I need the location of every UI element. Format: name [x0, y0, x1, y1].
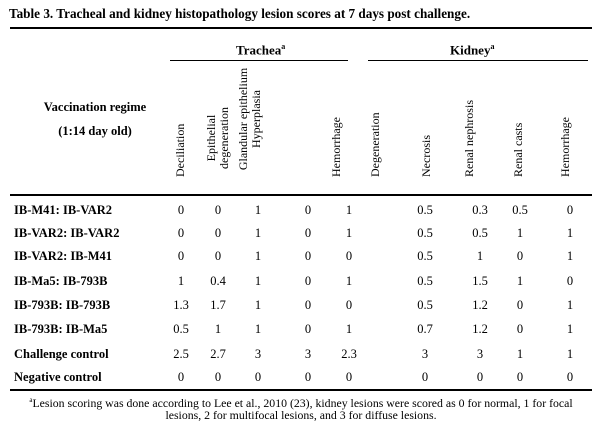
- table-cell: 0: [304, 370, 312, 384]
- table-cell: 0.5: [173, 322, 189, 336]
- table-cell: 0: [177, 370, 185, 384]
- table-cell: 0: [516, 298, 524, 312]
- table-cell: 1: [254, 322, 262, 336]
- table-cell: 0: [304, 298, 312, 312]
- table-cell: 1: [566, 347, 574, 361]
- table-cell: 0: [566, 274, 574, 288]
- table-cell: 1.2: [472, 322, 488, 336]
- table-cell: 0.5: [417, 274, 433, 288]
- table-cell: 1.2: [472, 298, 488, 312]
- table-cell: 3: [476, 347, 484, 361]
- row-label: Challenge control: [14, 347, 109, 361]
- table-cell: 0.5: [417, 203, 433, 217]
- table-cell: 1: [516, 347, 524, 361]
- table-cell: 1: [345, 226, 353, 240]
- table-row: [10, 245, 592, 268]
- table-cell: 0: [566, 203, 574, 217]
- table-cell: 1.5: [472, 274, 488, 288]
- kidney-group-header: [450, 42, 494, 58]
- table-cell: 1: [476, 249, 484, 263]
- kidney-footnote-marker: a: [490, 42, 495, 51]
- table-row: [10, 199, 592, 222]
- table-cell: 1: [566, 249, 574, 263]
- table-cell: 0: [304, 226, 312, 240]
- footnote-line-2: lesions, 2 for multifocal lesions, and 3 for diffuse lesions.: [165, 408, 437, 422]
- table-cell: 1: [214, 322, 222, 336]
- table-cell: 0: [516, 249, 524, 263]
- trachea-footnote-marker: a: [281, 42, 286, 51]
- bottom-rule: [10, 389, 592, 391]
- table-cell: 0.7: [417, 322, 433, 336]
- trachea-group-header: [236, 42, 285, 58]
- table-cell: 0.5: [472, 226, 488, 240]
- trachea-label: Trachea: [236, 42, 282, 58]
- table-cell: 0: [516, 370, 524, 384]
- row-label: Negative control: [14, 370, 102, 384]
- table-row: [10, 343, 592, 366]
- kidney-underline: [368, 60, 588, 61]
- table-cell: 0: [254, 370, 262, 384]
- table-cell: 0.5: [417, 298, 433, 312]
- top-rule: [10, 27, 592, 29]
- header-rule: [10, 194, 592, 196]
- regime-subheader: (1:14 day old): [58, 124, 132, 138]
- table-cell: 0: [566, 370, 574, 384]
- table-cell: 1: [345, 274, 353, 288]
- table-cell: 1: [345, 322, 353, 336]
- table-cell: 1: [566, 322, 574, 336]
- table-cell: 0.4: [210, 274, 226, 288]
- regime-header: Vaccination regime: [43, 100, 147, 114]
- table-cell: 2.5: [173, 347, 189, 361]
- footnote-line-1: Lesion scoring was done according to Lee et al., 2010 (23), kidney lesions were scored as 0 for normal, 1 for focal: [32, 395, 573, 410]
- table-cell: 2.7: [210, 347, 226, 361]
- table-cell: 0: [304, 249, 312, 263]
- table-cell: 0.5: [512, 203, 528, 217]
- table-cell: 0: [214, 370, 222, 384]
- table-cell: 3: [254, 347, 262, 361]
- row-label: IB-VAR2: IB-VAR2: [14, 226, 120, 240]
- table-cell: 1: [516, 274, 524, 288]
- table-cell: 3: [304, 347, 312, 361]
- table-cell: 2.3: [341, 347, 357, 361]
- table-row: [10, 294, 592, 317]
- table-title: Table 3. Tracheal and kidney histopathology lesion scores at 7 days post challenge.: [9, 6, 471, 21]
- table-cell: 0: [214, 226, 222, 240]
- table-cell: 1.7: [210, 298, 226, 312]
- table-row: [10, 222, 592, 245]
- table-row: [10, 270, 592, 293]
- row-label: IB-793B: IB-793B: [14, 298, 111, 312]
- table-cell: 1: [566, 226, 574, 240]
- table-cell: 0: [304, 274, 312, 288]
- row-label: IB-793B: IB-Ma5: [14, 322, 108, 336]
- table-cell: 0: [304, 203, 312, 217]
- table-cell: 0: [214, 249, 222, 263]
- table-cell: 0: [177, 226, 185, 240]
- table-cell: 0: [345, 249, 353, 263]
- table-cell: 0: [177, 203, 185, 217]
- table-row: [10, 318, 592, 341]
- table-cell: 0: [421, 370, 429, 384]
- table-cell: 1: [254, 249, 262, 263]
- table-cell: 1: [254, 226, 262, 240]
- table-cell: 0: [214, 203, 222, 217]
- table-row: [10, 366, 592, 389]
- table-cell: 0.5: [417, 249, 433, 263]
- table-cell: 1: [177, 274, 185, 288]
- table-cell: 1: [254, 298, 262, 312]
- table-cell: 1: [516, 226, 524, 240]
- row-label: IB-VAR2: IB-M41: [14, 249, 113, 263]
- row-label: IB-M41: IB-VAR2: [14, 203, 113, 217]
- footnote-marker: a: [29, 396, 33, 404]
- table-cell: 1: [254, 203, 262, 217]
- table-cell: 0.3: [472, 203, 488, 217]
- table-cell: 1.3: [173, 298, 189, 312]
- table-cell: 1: [254, 274, 262, 288]
- kidney-label: Kidney: [450, 42, 491, 58]
- table-cell: 1: [345, 203, 353, 217]
- table-cell: 0: [345, 370, 353, 384]
- table-cell: 0: [177, 249, 185, 263]
- table-cell: 0: [516, 322, 524, 336]
- row-label: IB-Ma5: IB-793B: [14, 274, 108, 288]
- table-cell: 0: [345, 298, 353, 312]
- table-cell: 0: [476, 370, 484, 384]
- table-cell: 3: [421, 347, 429, 361]
- table-cell: 1: [566, 298, 574, 312]
- table-cell: 0.5: [417, 226, 433, 240]
- table-cell: 0: [304, 322, 312, 336]
